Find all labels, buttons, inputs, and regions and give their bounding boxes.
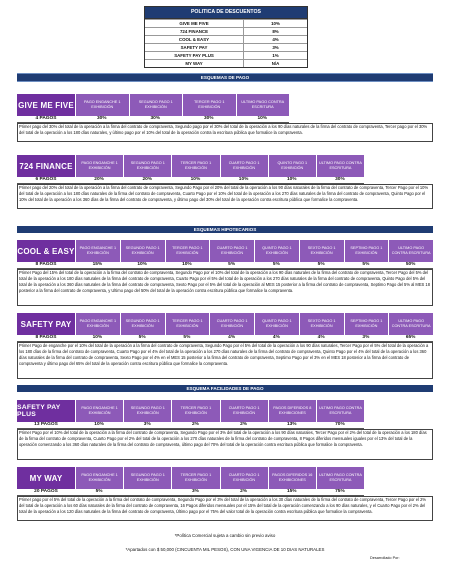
policy-note: *Política Comercial sujeta a cambio sin previo aviso <box>174 533 276 538</box>
scheme-name: 724 FINANCE <box>17 155 75 177</box>
column-header: TERCER PAGO 1 EXHIBICIÓN <box>171 155 219 177</box>
policy-discount: 10% <box>271 21 280 26</box>
policy-discount: 4% <box>272 37 279 42</box>
scheme-description: Primer pago del 30% del total de la operación a la firma del contrato de compraventa, Segundo pago por el 30% del total de la operación a los 90 días naturales de la firma del contrato de compraventa, Tercer pago por el 30% del total de la operación a los 180 días naturales, y último pago por el 10% del total de la operación contra la escritura pública que formalice la compraventa. <box>17 123 433 142</box>
payment-percent: 5% <box>138 335 146 340</box>
payment-count: 13 PAGOS <box>34 422 58 427</box>
payment-percent: 10% <box>286 177 297 182</box>
payment-percent: 15% <box>92 262 103 267</box>
column-header: SEGUNDO PAGO 1 EXHIBICIÓN <box>129 94 183 116</box>
payment-count: 6 PAGOS <box>35 177 57 182</box>
payment-percent: 2% <box>191 422 199 427</box>
payment-percent: 30% <box>150 116 161 121</box>
payment-percent: 10% <box>94 422 104 427</box>
policy-row <box>145 35 307 43</box>
scheme-values-row <box>17 116 289 123</box>
column-header: TERCER PAGO 1 EXHIBICIÓN <box>171 400 219 422</box>
scheme-name: MY WAY <box>17 467 75 489</box>
payment-percent: 30% <box>96 116 107 121</box>
payment-count: 20 PAGOS <box>34 489 58 494</box>
section-bar-pago: ESQUEMAS DE PAGO <box>17 73 433 82</box>
scheme-description: Primer pago del 20% del total de la operación a la firma del contrato de compraventa, Segundo Pago por el 20% del total de la operación a los 90 días naturales de la firma del contrato de compraventa, Tercer Pago por el 10% del total de la operación a los 180 días naturales de la firma del contrato de compraventa, Cuarto Pago por el 10% del total de la operación a los 270 días naturales de la firma del contrato de compraventa, Quinto Pago por el 10% del total de la operación a los 360 días de la firma del contrato de compraventa, y último pago del 30% del total de la operación contra escritura pública que formalice la compraventa. <box>17 184 433 209</box>
scheme-description: Primer Pago del 15% del total de la operación a la firma del contrato de compraventa, Segundo Pago por el 10% del total de la operación a los 90 días naturales de la firma del contrato de compraventa, Tercer Pago del 5% del total de la operación a los 180 días naturales de la firma del contrato de compraventa, Cuarto Pago por el 5% del total de la operación a los 270 días naturales de la firma del contrato de compraventa, Quinto Pago del 5% del total de la operación a los 360 días naturales de la firma del contrato de compraventa, Sexto Pago por el 5% del total de la operación al MES 15 posterior a la firma del contrato de compraventa, Septimo Pago del 5% al MES 18 posterior a la firma del contrato de compraventa, y Ultimo pago del 50% del total de la operación contra escritura pública que formalice la compraventa. <box>17 269 433 306</box>
column-header: TERCER PAGO 1 EXHIBICIÓN <box>182 94 236 116</box>
column-header: SEGUNDO PAGO 1 EXHIBICIÓN <box>123 155 171 177</box>
payment-percent: 4% <box>228 335 236 340</box>
policy-discount: 1% <box>272 53 279 58</box>
scheme-values-row <box>17 422 364 429</box>
column-header: SEGUNDO PAGO 1 EXHIBICIÓN <box>120 313 165 335</box>
payment-percent: 3% <box>191 489 199 494</box>
policy-scheme-name: SAFETY PAY <box>145 44 244 51</box>
column-header: TERCER PAGO 1 EXHIBICIÓN <box>165 313 210 335</box>
scheme-name: GIVE ME FIVE <box>17 94 75 116</box>
policy-scheme-name: 724 FINANCE <box>145 28 244 35</box>
payment-percent: 5% <box>228 262 236 267</box>
column-header: PAGO ENGANCHE 1 EXHIBICIÓN <box>75 240 120 262</box>
payment-percent: 30% <box>335 177 345 182</box>
policy-row <box>145 51 307 59</box>
policy-title: POLITICA DE DESCUENTOS <box>145 7 307 19</box>
column-header: PAGO ENGANCHE 1 EXHIBICIÓN <box>75 400 123 422</box>
payment-percent: 10% <box>137 262 147 267</box>
column-header: PAGO ENGANCHE 1 EXHIBICIÓN <box>75 155 123 177</box>
scheme-values-row <box>17 262 433 269</box>
scheme-name: SAFETY PAY <box>17 313 75 335</box>
column-header: QUINTO PAGO 1 EXHIBICIÓN <box>254 313 299 335</box>
scheme-header-cool-easy <box>17 240 433 262</box>
payment-percent: 5% <box>272 262 280 267</box>
payment-percent: 15% <box>286 489 297 494</box>
discount-policy-table <box>144 6 308 68</box>
scheme-header-safety-pay-plus <box>17 400 364 422</box>
scheme-description: Primer pago por el 5% del total de la operación a la firma del contrato de compraventa, Segundo Pago por el 3% del total de la operación a los 30 días naturales de la firma del contrato de compraventa, Tercer Pago por el 2% del total de la operación a los 60 días naturales de la firma del contrato de compraventa, 16 Pagos diferidos mensuales por el 15% del total de la operación comenzando a los 90 días naturales, y el Cuarto Pago por el 2% del total de la operación a los 120 días naturales de la firma del contrato de compraventa, Último pago por el 75% del valor total de la operación contra escritura pública que formalice la compraventa. <box>17 496 433 521</box>
policy-scheme-name: SAFETY PAY PLUS <box>145 52 244 59</box>
scheme-header-724-finance <box>17 155 364 177</box>
scheme-name: SAFETY PAY PLUS <box>17 400 75 422</box>
column-header: CUARTO PAGO 1 EXHIBICIÓN <box>209 240 254 262</box>
scheme-description: Primer Pago de enganche por el 10% del total de la operación a la firma del contrato de compraventa, Segundo Pago por el 5% del total de la operación a los 90 días naturales, Tercer Pago por el 5% del total de la operación a los 180 días de la firma del contrato de compraventa, Cuarto Pago por el 4% del total de la operación a los 270 días naturales de la firma del contrato de compraventa, Quinto Pago por el 4% del total de la operación a los 360 días naturales de la firma del contrato de compraventa, Sexto Pago por el 4% en el MES 15 posterior a la firma del contrato de compraventa, Septimo Pago por el 3% en el MES 18 posterior a la firma del contrato de compraventa y último pago del 65% del total de la operación contra escritura pública que formalice la compraventa. <box>17 342 433 379</box>
policy-discount: 3% <box>272 45 279 50</box>
column-header: ULTIMO PAGO CONTRA ESCRITURA <box>316 155 364 177</box>
column-header: TERCER PAGO 1 EXHIBICIÓN <box>165 240 210 262</box>
payment-percent: 2% <box>240 422 248 427</box>
column-header: SEGUNDO PAGO 1 EXHIBICIÓN <box>123 400 171 422</box>
policy-row <box>145 43 307 51</box>
payment-count: 8 PAGOS <box>35 262 57 267</box>
payment-percent: 5% <box>183 335 191 340</box>
policy-row <box>145 19 307 27</box>
policy-scheme-name: MY WAY <box>145 60 244 67</box>
column-header: QUINTO PAGO 1 EXHIBICIÓN <box>268 155 316 177</box>
section-bar-hipotecarios: ESQUEMAS HIPOTECARIOS <box>17 226 433 233</box>
payment-percent: 13% <box>286 422 297 427</box>
column-header: SEPTIMO PAGO 1 EXHIBICIÓN <box>344 313 389 335</box>
column-header: CUARTO PAGO 1 EXHIBICIÓN <box>220 467 268 489</box>
column-header: PAGO ENGANCHE 1 EXHIBICIÓN <box>75 467 123 489</box>
column-header: SEXTO PAGO 1 EXHIBICIÓN <box>299 240 344 262</box>
payment-percent: 3% <box>143 422 151 427</box>
scheme-values-row <box>17 489 364 496</box>
scheme-name: COOL & EASY <box>17 240 75 262</box>
payment-percent: 10% <box>190 177 201 182</box>
column-header: SEXTO PAGO 1 EXHIBICIÓN <box>299 313 344 335</box>
payment-percent: 20% <box>142 177 153 182</box>
scheme-description: Primer Pago por el 10% del total de la operación a la firma del contrato de compraventa, Segundo Pago por el 3% del total de la operación a los 90 días naturales, Tercer Pago por el 2% del total de la operación a los 180 días de la firma del contrato de compraventa, Cuarto Pago por el 2% del total de la operación a los 270 días naturales de la firma del contrato de compraventa, 8 Pagos diferidos mensuales iguales por el 13% del total de la operación comenzando a los 360 días naturales de la firma del contrato de compraventa, último pago del 70% del total de la operación contra escritura pública que formalice la compraventa. <box>17 429 433 460</box>
payment-percent: 65% <box>405 335 416 340</box>
payment-percent: 70% <box>335 422 345 427</box>
scheme-header-safety-pay <box>17 313 433 335</box>
column-header: CUARTO PAGO 1 EXHIBICIÓN <box>209 313 254 335</box>
scheme-values-row <box>17 335 433 342</box>
column-header: ULTIMO PAGO CONTRA ESCRITURA <box>388 313 433 335</box>
apartado-note: *Apartados con $ 50,000 (CINCUENTA MIL PESOS), CON UNA VIGENCIA DE 10 DIAS NATURALES <box>125 547 325 552</box>
column-header: PAGO ENGANCHE 1 EXHIBICIÓN <box>75 313 120 335</box>
column-header: CUARTO PAGO 1 EXHIBICIÓN <box>220 400 268 422</box>
column-header: ULTIMO PAGO CONTRA ESCRITURA <box>236 94 290 116</box>
section-bar-facilidades: ESQUEMA FACILIDADES DE PAGO <box>17 385 433 392</box>
payment-percent: 5% <box>362 262 370 267</box>
payment-percent: 2% <box>240 489 248 494</box>
payment-percent: 10% <box>257 116 268 121</box>
payment-percent: 4% <box>272 335 280 340</box>
column-header: PAGOS DIFERIDOS 16 EXHIBICIONES <box>268 467 316 489</box>
column-header: PAGO ENGANCHE 1 EXHIBICIÓN <box>75 94 129 116</box>
payment-percent: 5% <box>317 262 325 267</box>
column-header: ULTIMO PAGO CONTRA ESCRITURA <box>388 240 433 262</box>
payment-percent: 5% <box>95 489 103 494</box>
policy-discount: N/A <box>271 61 280 66</box>
policy-row <box>145 27 307 35</box>
column-header: SEGUNDO PAGO 1 EXHIBICIÓN <box>123 467 171 489</box>
payment-percent: 4% <box>317 335 325 340</box>
payment-count: 8 PAGOS <box>35 335 57 340</box>
policy-scheme-name: COOL & EASY <box>145 36 244 43</box>
payment-percent: 10% <box>238 177 249 182</box>
column-header: CUARTO PAGO 1 EXHIBICIÓN <box>220 155 268 177</box>
payment-percent: 10% <box>92 335 103 340</box>
column-header: QUINTO PAGO 1 EXHIBICIÓN <box>254 240 299 262</box>
payment-percent: 10% <box>182 262 192 267</box>
payment-percent: 30% <box>203 116 214 121</box>
column-header: SEPTIMO PAGO 1 EXHIBICIÓN <box>344 240 389 262</box>
column-header: ULTIMO PAGO CONTRA ESCRITURA <box>316 467 364 489</box>
column-header: SEGUNDO PAGO 1 EXHIBICIÓN <box>120 240 165 262</box>
policy-scheme-name: GIVE ME FIVE <box>145 20 244 27</box>
scheme-values-row <box>17 177 364 184</box>
column-header: TERCER PAGO 1 EXHIBICIÓN <box>171 467 219 489</box>
payment-percent <box>123 489 171 495</box>
scheme-header-my-way <box>17 467 364 489</box>
column-header: ULTIMO PAGO CONTRA ESCRITURA <box>316 400 364 422</box>
scheme-header-give-me-five <box>17 94 289 116</box>
payment-percent: 3% <box>362 335 370 340</box>
payment-count: 4 PAGOS <box>35 116 57 121</box>
payment-percent: 75% <box>335 489 345 494</box>
column-header: PAGOS DIFERIDOS 8 EXHIBICIONES <box>268 400 316 422</box>
payment-percent: 50% <box>405 262 416 267</box>
developer-signature: Desarrollado Por: <box>370 556 400 560</box>
payment-percent: 20% <box>94 177 104 182</box>
policy-discount: 8% <box>272 29 279 34</box>
policy-row <box>145 59 307 67</box>
